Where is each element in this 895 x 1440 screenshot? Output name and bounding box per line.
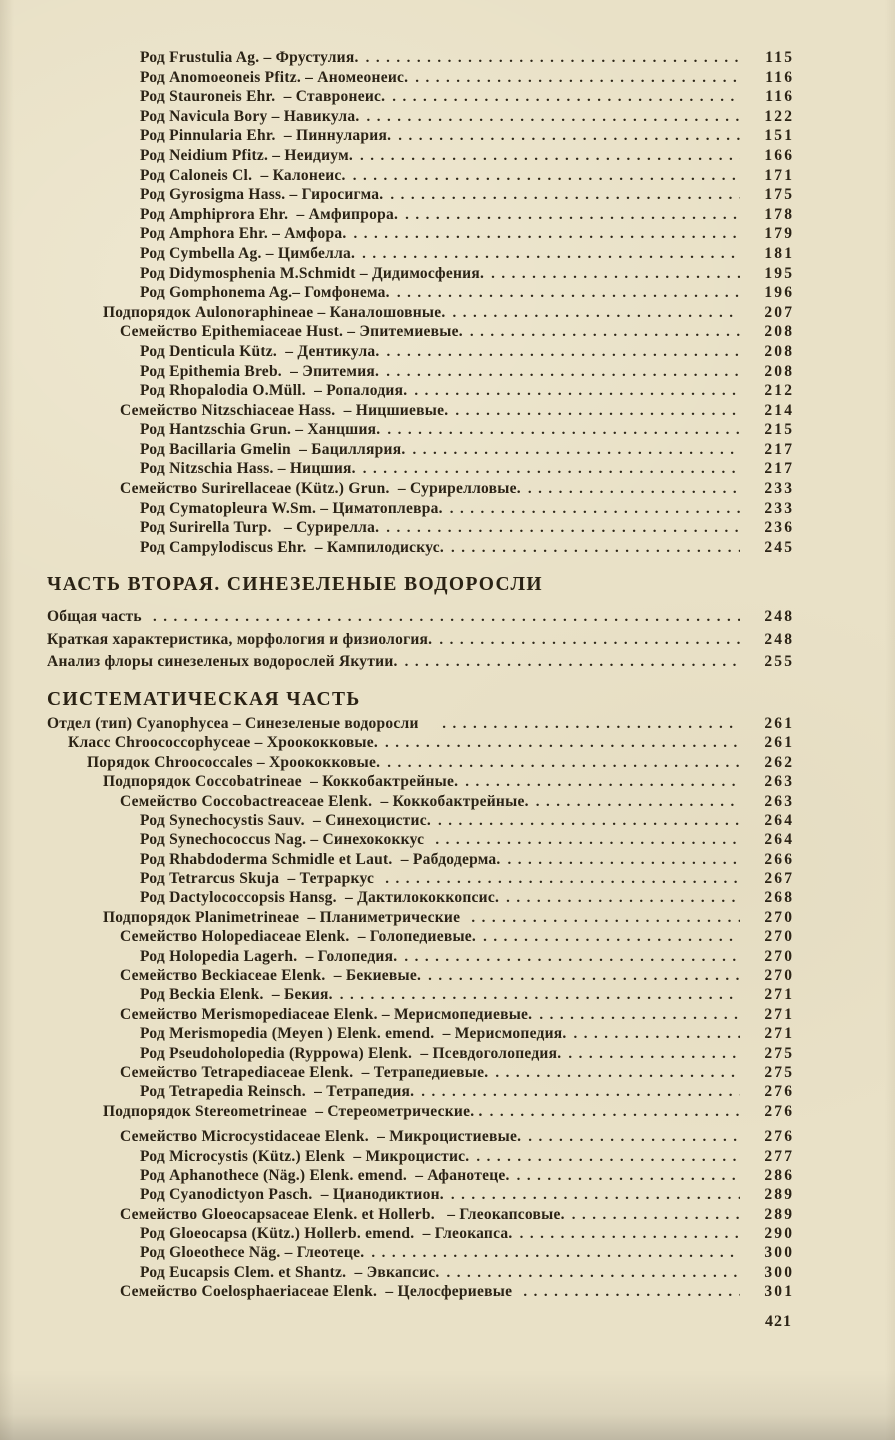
- cyanophycea-toc-section: [47, 714, 795, 1302]
- part-two-heading: ЧАСТЬ ВТОРАЯ. СИНЕЗЕЛЕНЫЕ ВОДОРОСЛИ: [47, 574, 543, 596]
- toc-entry-page: 300: [764, 1244, 795, 1262]
- toc-entry-label: Род Hantzschia Grun. – Ханцшия.: [140, 421, 381, 439]
- toc-entry-label: Род Tetrarcus Skuja – Тетраркус: [140, 870, 379, 888]
- toc-entry-page: 116: [765, 68, 795, 86]
- diatoms-toc-section: [47, 48, 795, 557]
- toc-entry-page: 207: [764, 303, 795, 321]
- toc-row: [47, 850, 795, 869]
- toc-row: [47, 714, 795, 733]
- toc-entry-page: 195: [764, 264, 795, 282]
- toc-entry-label: Подпорядок Coccobatrineae – Коккобактрейные.: [103, 773, 459, 791]
- toc-entry-label: Род Rhabdoderma Schmidle et Laut. – Рабдодерма.: [140, 850, 501, 868]
- toc-entry-page: 270: [764, 967, 795, 985]
- toc-entry-page: 271: [764, 986, 795, 1004]
- toc-entry-label: Семейство Coelosphaeriaceae Elenk. – Целосфериевые: [120, 1283, 517, 1301]
- toc-entry-label: Семейство Microcystidaceae Elenk. – Микроцистиевые.: [120, 1128, 522, 1146]
- toc-entry-label: Род Neidium Pfitz. – Неидиум.: [140, 146, 354, 164]
- toc-entry-label: Род Anomoeoneis Pfitz. – Аномеонеис.: [140, 68, 409, 86]
- toc-entry-page: 233: [764, 499, 795, 517]
- toc-entry-label: Род Dactylococcopsis Hansg. – Дактилококкопсис.: [140, 889, 500, 907]
- dot-leader: [390, 185, 740, 206]
- toc-row: [47, 1063, 795, 1082]
- toc-entry-page: 115: [765, 49, 795, 66]
- toc-entry-page: 179: [764, 225, 795, 243]
- dot-leader: [465, 772, 740, 792]
- toc-row: [47, 420, 795, 440]
- toc-entry-page: 217: [764, 460, 795, 478]
- dot-leader: [421, 1082, 740, 1102]
- dot-leader: [385, 869, 740, 889]
- toc-row: [47, 126, 795, 146]
- toc-entry-label: Общая часть: [47, 608, 146, 626]
- toc-entry-label: Класс Chroococcophyceae – Хроококковые.: [68, 734, 379, 752]
- systematic-part-heading: СИСТЕМАТИЧЕСКАЯ ЧАСТЬ: [47, 688, 361, 710]
- toc-entry-label: Род Navicula Bory – Навикула.: [140, 107, 360, 125]
- toc-row: [47, 1005, 795, 1024]
- toc-row: [47, 1224, 795, 1243]
- toc-row: [47, 205, 795, 225]
- toc-entry-page: 236: [764, 519, 795, 537]
- toc-entry-page: 275: [764, 1044, 795, 1062]
- dot-leader: [490, 1102, 741, 1122]
- dot-leader: [362, 244, 740, 265]
- toc-row: [47, 322, 795, 342]
- toc-entry-label: Род Microcystis (Kütz.) Elenk – Микроцистис.: [140, 1147, 470, 1165]
- toc-entry-label: Семейство Holopediaceae Elenk. – Голопедиевые.: [120, 928, 477, 946]
- toc-row: [47, 146, 795, 166]
- dot-leader: [428, 966, 740, 986]
- dot-leader: [508, 850, 741, 870]
- toc-row: [47, 947, 795, 966]
- toc-entry-label: Порядок Chroococcales – Хроококковые.: [87, 753, 381, 771]
- toc-entry-label: Семейство Tetrapediaceae Elenk. – Тетрапедиевые.: [120, 1063, 489, 1081]
- toc-entry-label: Семейство Coccobactreaceae Elenk. – Коккобактрейные.: [120, 792, 529, 810]
- dot-leader: [405, 651, 741, 674]
- dot-leader: [470, 322, 740, 343]
- toc-entry-page: 116: [765, 88, 795, 106]
- toc-entry-page: 276: [764, 1102, 795, 1120]
- toc-row: [47, 1102, 795, 1121]
- dot-leader: [574, 1024, 741, 1044]
- toc-entry-label: Семейство Gloeocapsaceae Elenk. et Hollerb. – Глеокапсовые.: [120, 1205, 565, 1223]
- toc-entry-page: 276: [764, 1083, 795, 1101]
- toc-row: [47, 830, 795, 849]
- dot-leader: [385, 733, 740, 753]
- dot-leader: [405, 205, 740, 226]
- dot-leader: [471, 908, 740, 928]
- dot-leader: [572, 1205, 740, 1225]
- toc-row: [47, 869, 795, 888]
- toc-entry-label: Род Cymbella Ag. – Цимбелла.: [140, 244, 356, 262]
- toc-entry-label: Род Gomphonema Ag.– Гомфонема.: [140, 284, 390, 302]
- toc-row: [47, 985, 795, 1004]
- toc-row: [47, 1166, 795, 1185]
- toc-entry-page: 263: [764, 792, 795, 810]
- dot-leader: [386, 362, 740, 383]
- toc-row: [47, 1263, 795, 1282]
- dot-leader: [397, 283, 740, 304]
- toc-row: [47, 244, 795, 264]
- toc-row: [47, 68, 795, 88]
- toc-row: [47, 1185, 795, 1204]
- toc-entry-page: 171: [764, 166, 795, 184]
- toc-entry-label: Род Cymatopleura W.Sm. – Циматоплевра.: [140, 499, 443, 517]
- toc-entry-label: Семейство Surirellaceae (Kütz.) Grun. – Сурирелловые.: [120, 480, 521, 498]
- toc-entry-label: Род Gloeocapsa (Kütz.) Hollerb. emend. – Глеокапса.: [140, 1225, 513, 1243]
- toc-entry-label: Род Amphora Ehr. – Амфора.: [140, 225, 347, 243]
- toc-row: [47, 1082, 795, 1101]
- dot-leader: [520, 1224, 741, 1244]
- toc-row: [47, 440, 795, 460]
- toc-entry-label: Род Holopedia Lagerh. – Голопедия.: [140, 947, 398, 965]
- toc-entry-label: Подпорядок Stereometrineae – Стереометрические. .: [103, 1102, 483, 1120]
- toc-entry-label: Подпорядок Planimetrineae – Планиметрические: [103, 908, 465, 926]
- toc-row: [47, 1024, 795, 1043]
- toc-entry-page: 208: [764, 342, 795, 360]
- dot-leader: [414, 381, 740, 402]
- dot-leader: [528, 479, 740, 500]
- toc-entry-label: Род Caloneis Cl. – Калонеис.: [140, 166, 346, 184]
- toc-entry-page: 261: [764, 714, 795, 732]
- toc-entry-page: 181: [764, 244, 795, 262]
- toc-entry-page: 122: [764, 107, 795, 125]
- toc-entry-label: Род Pseudoholopedia (Ryppowa) Elenk. – Псевдоголопедия.: [140, 1044, 562, 1062]
- table-of-contents: [47, 48, 795, 1302]
- toc-entry-page: 255: [764, 653, 795, 671]
- dot-leader: [539, 1005, 740, 1025]
- toc-entry-page: 277: [764, 1147, 795, 1165]
- toc-entry-page: 217: [764, 440, 795, 458]
- toc-row: [47, 772, 795, 791]
- toc-row: [47, 1205, 795, 1224]
- toc-entry-page: 271: [764, 1005, 795, 1023]
- toc-entry-label: Анализ флоры синезеленых водорослей Якутии.: [47, 653, 398, 671]
- dot-leader: [353, 224, 740, 245]
- toc-entry-label: Род Rhopalodia O.Müll. – Ропалодия.: [140, 382, 408, 400]
- toc-entry-page: 300: [764, 1263, 795, 1281]
- toc-entry-page: 196: [764, 284, 795, 302]
- toc-row: [47, 264, 795, 284]
- toc-entry-label: Род Aphanothece (Näg.) Elenk. emend. – Афанотеце.: [140, 1166, 510, 1184]
- toc-row: [47, 224, 795, 244]
- toc-entry-page: 248: [764, 630, 795, 648]
- dot-leader: [523, 1282, 740, 1302]
- toc-row: [47, 538, 795, 558]
- toc-entry-page: 263: [764, 773, 795, 791]
- toc-entry-page: 215: [764, 421, 795, 439]
- toc-entry-label: Род Cyanodictyon Pasch. – Цианодиктион.: [140, 1186, 444, 1204]
- dot-leader: [412, 440, 740, 461]
- toc-entry-label: Род Campylodiscus Ehr. – Кампилодискус.: [140, 538, 445, 556]
- toc-row: [47, 966, 795, 985]
- dot-leader: [447, 1263, 741, 1283]
- dot-leader: [451, 538, 740, 559]
- toc-row: [47, 303, 795, 323]
- dot-leader: [366, 48, 741, 69]
- toc-entry-label: Род Amphiprora Ehr. – Амфипрора.: [140, 205, 399, 223]
- toc-entry-page: 286: [764, 1166, 795, 1184]
- toc-entry-page: 267: [764, 870, 795, 888]
- dot-leader: [435, 830, 740, 850]
- toc-entry-page: 208: [764, 323, 795, 341]
- toc-entry-label: Род Frustulia Ag. – Фрустулия.: [140, 49, 359, 66]
- toc-row: [47, 888, 795, 907]
- toc-entry-page: 301: [764, 1283, 795, 1301]
- toc-row: [47, 927, 795, 946]
- toc-row: [47, 362, 795, 382]
- toc-entry-label: Краткая характеристика, морфология и физиология.: [47, 630, 433, 648]
- toc-entry-label: Род Synechocystis Sauv. – Синехоцистис.: [140, 811, 431, 829]
- toc-row: [47, 1044, 795, 1063]
- toc-entry-page: 276: [764, 1128, 795, 1146]
- toc-entry-page: 248: [764, 608, 795, 626]
- toc-entry-label: Семейство Epithemiaceae Hust. – Эпитемиевые.: [120, 323, 463, 341]
- dot-leader: [528, 1127, 740, 1147]
- book-page: [47, 48, 795, 1331]
- toc-entry-page: 289: [764, 1205, 795, 1223]
- toc-entry-page: 290: [764, 1225, 795, 1243]
- toc-entry-page: 266: [764, 850, 795, 868]
- dot-leader: [495, 1063, 740, 1083]
- toc-entry-label: Род Beckia Elenk. – Бекия.: [140, 986, 333, 1004]
- dot-leader: [450, 499, 740, 520]
- toc-entry-label: Подпорядок Aulonoraphineae – Каналошовные.: [103, 303, 446, 321]
- toc-row: [47, 107, 795, 127]
- dot-leader: [153, 606, 740, 629]
- toc-entry-label: Род Tetrapedia Reinsch. – Тетрапедия.: [140, 1083, 415, 1101]
- toc-entry-page: 208: [764, 362, 795, 380]
- toc-row: [47, 342, 795, 362]
- toc-entry-label: Семейство Merismopediaceae Elenk. – Мерисмопедиевые.: [120, 1005, 533, 1023]
- toc-row: [47, 606, 795, 629]
- toc-row: [47, 185, 795, 205]
- toc-entry-label: Род Eucapsis Clem. et Shantz. – Эвкапсис.: [140, 1263, 440, 1281]
- toc-entry-label: Род Didymosphenia M.Schmidt – Дидимосфения.: [140, 264, 485, 282]
- dot-leader: [453, 303, 741, 324]
- toc-entry-page: 166: [764, 146, 795, 164]
- toc-row: [47, 381, 795, 401]
- dot-leader: [438, 811, 740, 831]
- toc-entry-label: Род Surirella Turp. – Сурирелла.: [140, 519, 380, 537]
- general-part-section: [47, 606, 795, 674]
- toc-entry-page: 233: [764, 480, 795, 498]
- toc-row: [47, 1127, 795, 1146]
- toc-entry-page: 245: [764, 538, 795, 556]
- toc-entry-page: 270: [764, 908, 795, 926]
- toc-entry-label: Семейство Beckiaceae Elenk. – Бекиевые.: [120, 967, 422, 985]
- dot-leader: [360, 146, 740, 167]
- toc-entry-page: 175: [764, 186, 795, 204]
- toc-row: [47, 792, 795, 811]
- toc-row: [47, 1147, 795, 1166]
- toc-entry-page: 261: [764, 734, 795, 752]
- toc-entry-page: 212: [764, 382, 795, 400]
- toc-row: [47, 733, 795, 752]
- toc-entry-label: Род Merismopedia (Meyen ) Elenk. emend. – Мерисмопедия.: [140, 1025, 567, 1043]
- toc-row: [47, 753, 795, 772]
- dot-leader: [353, 166, 741, 187]
- toc-row: [47, 1243, 795, 1262]
- toc-row: [47, 518, 795, 538]
- toc-row: [47, 629, 795, 652]
- toc-entry-page: 262: [764, 753, 795, 771]
- toc-entry-label: Род Gloeothece Näg. – Глеотеце.: [140, 1244, 365, 1262]
- dot-leader: [442, 714, 740, 734]
- toc-entry-label: Род Pinnularia Ehr. – Пиннулария.: [140, 127, 392, 145]
- toc-entry-page: 271: [764, 1025, 795, 1043]
- dot-leader: [398, 126, 740, 147]
- toc-entry-page: 214: [764, 401, 795, 419]
- dot-leader: [439, 629, 740, 652]
- toc-entry-label: Род Gyrosigma Hass. – Гиросигма.: [140, 186, 384, 204]
- toc-row: [47, 459, 795, 479]
- toc-row: [47, 1282, 795, 1301]
- toc-row: [47, 479, 795, 499]
- dot-leader: [387, 342, 741, 363]
- dot-leader: [491, 264, 740, 285]
- toc-row: [47, 283, 795, 303]
- toc-entry-page: 275: [764, 1063, 795, 1081]
- dot-leader: [476, 1147, 740, 1167]
- toc-entry-page: 264: [764, 831, 795, 849]
- page-number: 421: [765, 1312, 792, 1330]
- dot-leader: [451, 1185, 740, 1205]
- toc-entry-page: 268: [764, 889, 795, 907]
- toc-entry-label: Род Epithemia Breb. – Эпитемия.: [140, 362, 380, 380]
- toc-entry-page: 270: [764, 947, 795, 965]
- toc-entry-page: 264: [764, 811, 795, 829]
- toc-entry-label: Род Nitzschia Hass. – Ницшия.: [140, 460, 356, 478]
- toc-entry-page: 289: [764, 1186, 795, 1204]
- dot-leader: [517, 1166, 741, 1186]
- toc-row: [47, 166, 795, 186]
- toc-entry-label: Род Stauroneis Ehr. – Ставронеис.: [140, 88, 386, 106]
- toc-entry-page: 151: [764, 127, 795, 145]
- toc-row: [47, 499, 795, 519]
- dot-leader: [363, 459, 740, 480]
- dot-leader: [387, 753, 740, 773]
- toc-row: [47, 651, 795, 674]
- toc-entry-label: Семейство Nitzschiaceae Hass. – Ницшиевые.: [120, 401, 449, 419]
- dot-leader: [371, 1243, 740, 1263]
- toc-row: [47, 48, 795, 68]
- toc-row: [47, 401, 795, 421]
- toc-entry-label: Род Synechococcus Nag. – Синехококкус: [140, 831, 429, 849]
- toc-entry-page: 178: [764, 205, 795, 223]
- dot-leader: [536, 792, 740, 812]
- toc-row: [47, 908, 795, 927]
- toc-entry-label: Отдел (тип) Cyanophycea – Синезеленые водоросли: [47, 714, 436, 732]
- toc-entry-page: 270: [764, 928, 795, 946]
- toc-row: [47, 87, 795, 107]
- dot-leader: [367, 107, 741, 128]
- dot-leader: [415, 68, 740, 89]
- dot-leader: [404, 947, 740, 967]
- dot-leader: [483, 927, 740, 947]
- dot-leader: [387, 420, 740, 441]
- dot-leader: [506, 888, 740, 908]
- dot-leader: [568, 1044, 740, 1064]
- dot-leader: [386, 518, 740, 539]
- toc-row: [47, 811, 795, 830]
- toc-entry-label: Род Denticula Kütz. – Дентикула.: [140, 342, 380, 360]
- dot-leader: [392, 87, 740, 108]
- dot-leader: [455, 401, 740, 422]
- toc-entry-label: Род Bacillaria Gmelin – Бациллярия.: [140, 440, 406, 458]
- dot-leader: [340, 985, 740, 1005]
